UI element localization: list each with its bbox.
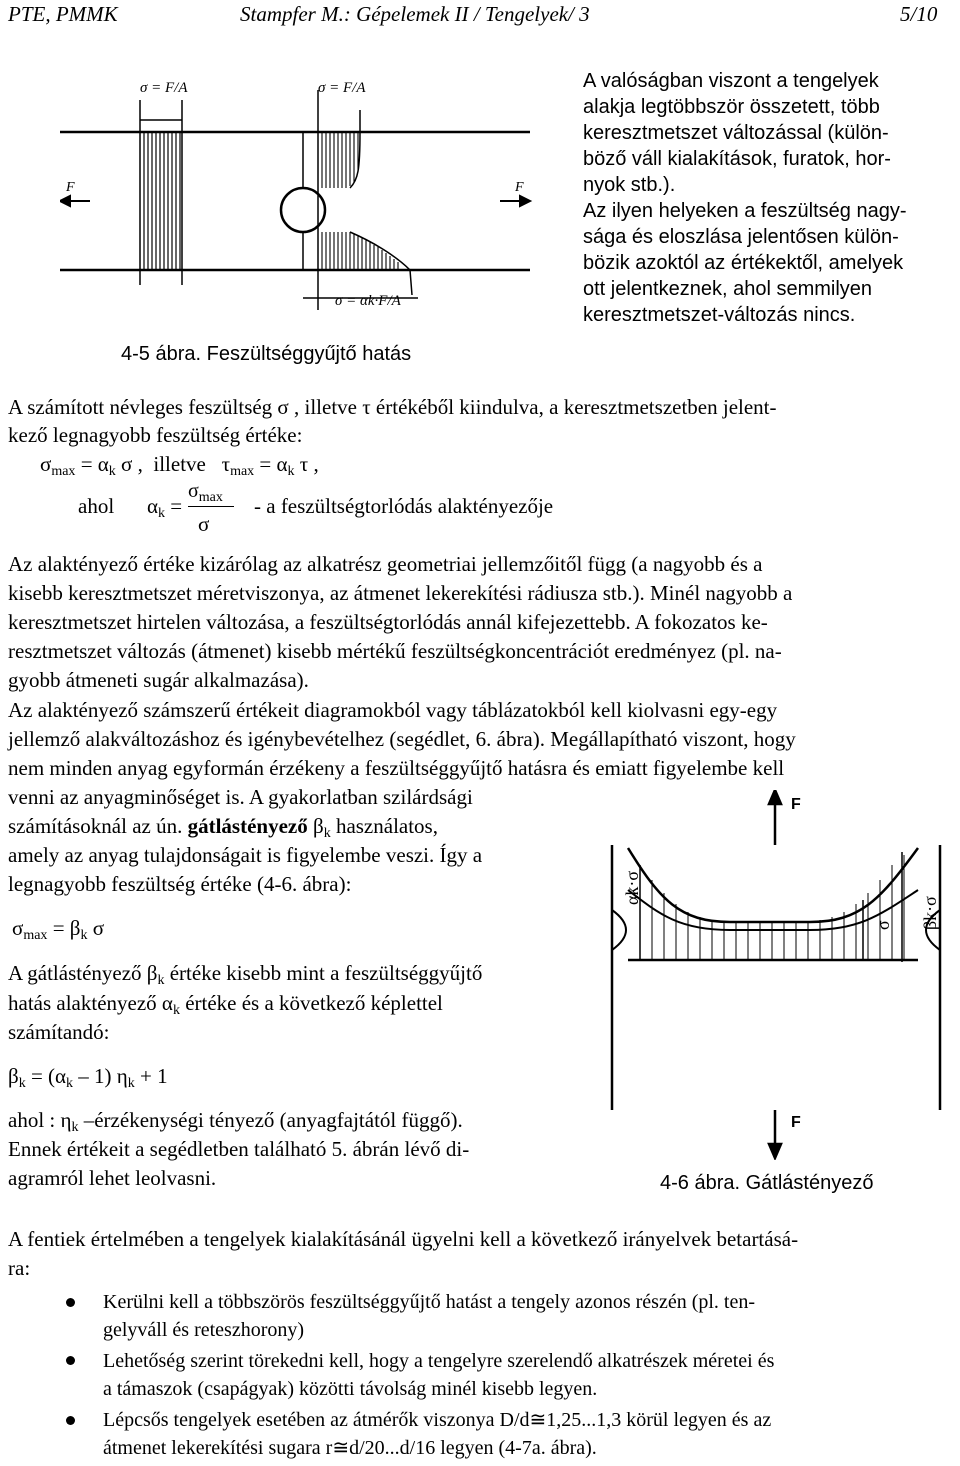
fig1-force-right: F (515, 180, 524, 195)
bullet-item-line: átmenet lekerekítési sugara r≅d/20...d/16 legyen (4-7a. ábra). (103, 1437, 597, 1459)
fig2-label-sigma: σ (873, 920, 893, 930)
fraction-bar (188, 506, 234, 507)
formula-denominator: σ (198, 512, 210, 536)
para2-line: gyobb átmeneti sugár alkalmazása). (8, 668, 309, 692)
header-left: PTE, PMMK (8, 2, 118, 26)
formula-numerator: $\sigma_{max}$ (188, 480, 223, 505)
para5-line: Ennek értékeit a segédletben található 5. ábrán lévő di- (8, 1137, 470, 1161)
fig1-force-left: F (66, 180, 75, 195)
bullet-dot (66, 1298, 75, 1307)
bullet-item-line: gelyváll és reteszhorony) (103, 1319, 305, 1341)
header-page-number: 5/10 (900, 2, 938, 26)
para2-line: resztmetszet változás (átmenet) kisebb mértékű feszültségkoncentrációt eredményez (pl. na- (8, 639, 782, 663)
right-par-line: keresztmetszet változással (külön- (583, 122, 889, 144)
formula-alpha-label: ahol (78, 494, 115, 518)
para4-line: hatás alaktényező $\alpha_k$ értéke és a következő képlettel (8, 991, 443, 1018)
formula-beta-sigma: $\sigma_{max} = \beta_k$ σ (12, 916, 105, 943)
para5-line: ahol : $\eta_k$ –érzékenységi tényező (anyagfajtától függő). (8, 1108, 463, 1135)
bullet-dot (66, 1356, 75, 1365)
right-par-line: keresztmetszet-változás nincs. (583, 304, 856, 326)
bullet-item-line: Lépcsős tengelyek esetében az átmérők viszonya D/d≅1,25...1,3 körül legyen és az (103, 1409, 772, 1431)
right-par-line: Az ilyen helyeken a feszültség nagy- (583, 200, 907, 222)
figure-stress-concentration-diagram (60, 70, 580, 335)
formula-alpha: $\alpha_k$ = (147, 494, 183, 521)
right-par-line: sága és eloszlása jelentősen külön- (583, 226, 899, 248)
para3-line: venni az anyagminőséget is. A gyakorlatban szilárdsági (8, 785, 473, 809)
bullet-item-line: a támaszok (csapágyak) közötti távolság minél kisebb legyen. (103, 1378, 598, 1400)
formula-beta: $\beta_k = (\alpha_k - 1) \eta_k + 1$ (8, 1064, 168, 1091)
para3-line: jellemző alakváltozáshoz és igénybevételhez (segédlet, 6. ábra). Megállapítható viszont, hogy (8, 727, 796, 751)
para2-line: keresztmetszet hirtelen változása, a feszültségtorlódás annál kifejezettebb. A fokozatos ke- (8, 610, 768, 634)
para1-line: A számított névleges feszültség σ , illetve τ értékéből kiindulva, a keresztmetszetben jelent- (8, 395, 777, 419)
bullet-item-line: Lehetőség szerint törekedni kell, hogy a tengelyre szerelendő alkatrészek méretei és (103, 1350, 775, 1372)
formula-sigma-max: $\sigma_{max} = \alpha_k$ σ , illetve $\tau_{max} = \alpha_k$ τ , (40, 452, 319, 479)
right-par-line: bözik azoktól az értékektől, amelyek (583, 252, 904, 274)
para5-line: agramról lehet leolvasni. (8, 1166, 217, 1190)
right-par-line: A valóságban viszont a tengelyek (583, 70, 879, 92)
fig2-force-bottom: F (791, 1114, 801, 1131)
para4-line: számítandó: (8, 1020, 110, 1044)
fig2-label-beta: βk·σ (920, 896, 940, 930)
para2-line: Az alaktényező értéke kizárólag az alkatrész geometriai jellemzőitől függ (a nagyobb és a (8, 552, 763, 576)
term-gatlastenyezo: gátlástényező (187, 814, 308, 838)
header-title: Stampfer M.: Gépelemek II / Tengelyek/ 3 (240, 2, 590, 26)
para3b-line: legnagyobb feszültség értéke (4-6. ábra): (8, 872, 352, 896)
formula-alpha-description: - a feszültségtorlódás alaktényezője (254, 494, 554, 518)
para3-line: nem minden anyag egyformán érzékeny a feszültséggyűjtő hatásra és emiatt figyelembe kell (8, 756, 785, 780)
figure-notch-factor-diagram (600, 790, 950, 1160)
right-par-line: alakja legtöbbször összetett, több (583, 96, 880, 118)
fig2-caption: 4-6 ábra. Gátlástényező (660, 1172, 874, 1194)
para6-line: A fentiek értelmében a tengelyek kialakításánál ügyelni kell a következő irányelvek betartásá- (8, 1227, 799, 1251)
fig1-label-top-right: σ = F/A (318, 80, 366, 96)
bullet-item-line: Kerülni kell a többszörös feszültséggyűjtő hatást a tengely azonos részén (pl. ten- (103, 1291, 756, 1313)
bullet-dot (66, 1416, 75, 1425)
fig2-label-alpha: αk·σ (622, 870, 642, 905)
para6-line: ra: (8, 1256, 31, 1280)
fig2-force-top: F (791, 796, 801, 813)
para3-line: Az alaktényező számszerű értékeit diagramokból vagy táblázatokból kell kiolvasni egy-egy (8, 698, 778, 722)
right-par-line: ott jelentkeznek, ahol semmilyen (583, 278, 873, 300)
right-par-line: böző váll kialakítások, furatok, hor- (583, 148, 891, 170)
fig1-label-bottom: σ = αk·F/A (335, 293, 401, 309)
para3b-line: amely az anyag tulajdonságait is figyelembe veszi. Így a (8, 843, 483, 867)
para2-line: kisebb keresztmetszet méretviszonya, az átmenet lekerekítési rádiusza stb.). Minél nagyobb a (8, 581, 793, 605)
right-par-line: nyok stb.). (583, 174, 676, 196)
para1-line: kező legnagyobb feszültség értéke: (8, 423, 303, 447)
fig1-caption: 4-5 ábra. Feszültséggyűjtő hatás (121, 343, 412, 365)
para4-line: A gátlástényező $\beta_k$ értéke kisebb mint a feszültséggyűjtő (8, 961, 483, 988)
para3b-line: számításoknál az ún. gátlástényező $\beta_k$ használatos, (8, 814, 438, 841)
fig1-label-top-left: σ = F/A (140, 80, 188, 96)
